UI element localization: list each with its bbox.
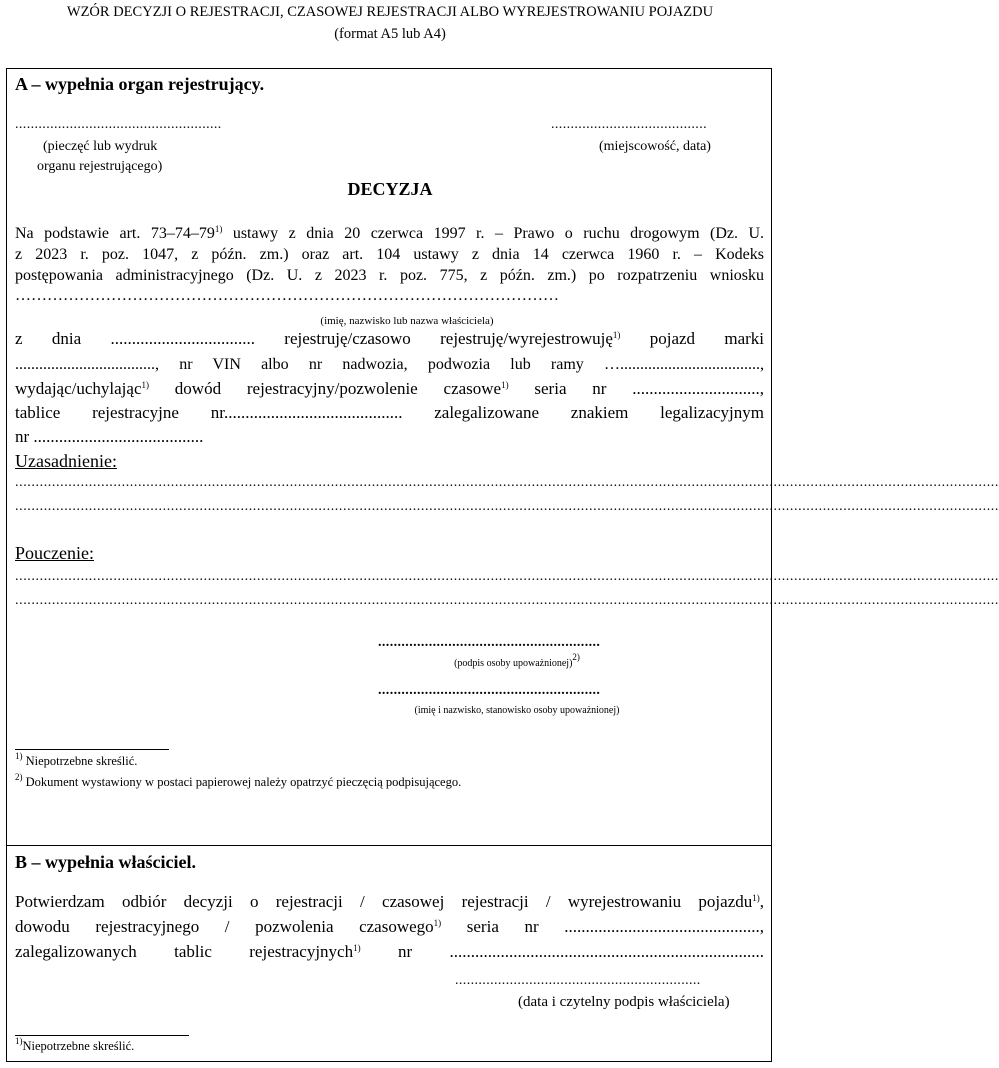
- stamp-caption-line-2: organu rejestrującego): [37, 159, 163, 174]
- place-date-caption: (miejscowość, data): [599, 139, 711, 154]
- owner-name-field[interactable]: …………………………………………………………………………………………: [15, 287, 559, 304]
- footnote-1: $^{1)}$ Niepotrzebne skreślić.: [15, 751, 138, 768]
- registration-line-5: nr ........................................: [15, 427, 204, 446]
- stamp-caption-line-1: (pieczęć lub wydruk: [43, 139, 158, 154]
- section-a-heading: A – wypełnia organ rejestrujący.: [15, 74, 265, 94]
- owner-signature-field[interactable]: ...............................................................: [455, 973, 701, 988]
- form-frame: [6, 68, 999, 1062]
- instruction-field-line-2[interactable]: ................................................................................................................................................................................................................................................: [15, 593, 999, 608]
- authorized-name-caption: (imię i nazwisko, stanowisko osoby upoważnionej): [414, 705, 620, 716]
- section-b-footnote: $^{1)}$Niepotrzebne skreślić.: [15, 1036, 135, 1053]
- section-b-footnote-separator: [15, 1035, 189, 1036]
- justification-label: Uzasadnienie:: [15, 451, 117, 471]
- document-subtitle: (format A5 lub A4): [334, 26, 446, 42]
- justification-field-line-2[interactable]: ................................................................................................................................................................................................................................................: [15, 499, 999, 514]
- registration-line-3: wydając/uchylając$^{1)}$ dowód rejestracyjny/pozwolenie czasowe$^{1)}$ seria nr ..............................,: [15, 379, 764, 398]
- document-title: WZÓR DECYZJI O REJESTRACJI, CZASOWEJ REJESTRACJI ALBO WYREJESTROWANIU POJAZDU: [66, 4, 714, 20]
- receipt-line-1: Potwierdzam odbiór decyzji o rejestracji / czasowej rejestracji / wyrejestrowaniu pojazdu$^{1)}$,: [15, 892, 764, 911]
- registration-line-4: tablice rejestracyjne nr.......................................... zalegalizowane znakiem legalizacyjnym: [15, 403, 764, 422]
- justification-field-line-1[interactable]: ................................................................................................................................................................................................................................................: [15, 475, 999, 490]
- section-divider: [7, 845, 771, 846]
- owner-name-caption: (imię, nazwisko lub nazwa właściciela): [320, 315, 494, 327]
- place-date-field[interactable]: ........................................: [551, 117, 707, 132]
- receipt-line-3: zalegalizowanych tablic rejestracyjnych$^{1)}$ nr ..........................................................................: [15, 942, 764, 961]
- legal-basis-line-3: postępowania administracyjnego (Dz. U. z 2023 r. poz. 775, z późn. zm.) po rozpatrzeniu wniosku: [15, 267, 764, 284]
- legal-basis-line-1: Na podstawie art. 73–74–79$^{1)}$ ustawy z dnia 20 czerwca 1997 r. – Prawo o ruchu drogowym (Dz. U.: [15, 224, 765, 242]
- signature-caption: (podpis osoby upoważnionej)$^{2)}$: [454, 652, 580, 669]
- signature-field[interactable]: .........................................................: [378, 635, 601, 650]
- footnote-separator: [15, 749, 169, 750]
- footnote-2: $^{2)}$ Dokument wystawiony w postaci papierowej należy opatrzyć pieczęcią podpisującego.: [15, 772, 462, 789]
- authorized-name-field[interactable]: .........................................................: [378, 683, 601, 698]
- owner-signature-caption: (data i czytelny podpis właściciela): [518, 994, 730, 1010]
- legal-basis-line-2: z 2023 r. poz. 1047, z późn. zm.) oraz art. 104 ustawy z dnia 14 czerwca 1960 r. – Kodeks: [15, 246, 764, 263]
- decision-title: DECYZJA: [347, 179, 433, 199]
- section-b-heading: B – wypełnia właściciel.: [15, 852, 196, 872]
- registration-line-2: ..................................., nr VIN albo nr nadwozia, podwozia lub ramy …...................................,: [15, 356, 764, 373]
- instruction-label: Pouczenie:: [15, 543, 94, 563]
- receipt-line-2: dowodu rejestracyjnego / pozwolenia czasowego$^{1)}$ seria nr ..............................................,: [15, 917, 764, 936]
- registration-line-1: z dnia .................................. rejestruję/czasowo rejestruję/wyrejestrowuję$^{1)}$ pojazd marki: [15, 329, 765, 348]
- stamp-field[interactable]: .....................................................: [15, 117, 222, 132]
- instruction-field-line-1[interactable]: ................................................................................................................................................................................................................................................: [15, 569, 999, 584]
